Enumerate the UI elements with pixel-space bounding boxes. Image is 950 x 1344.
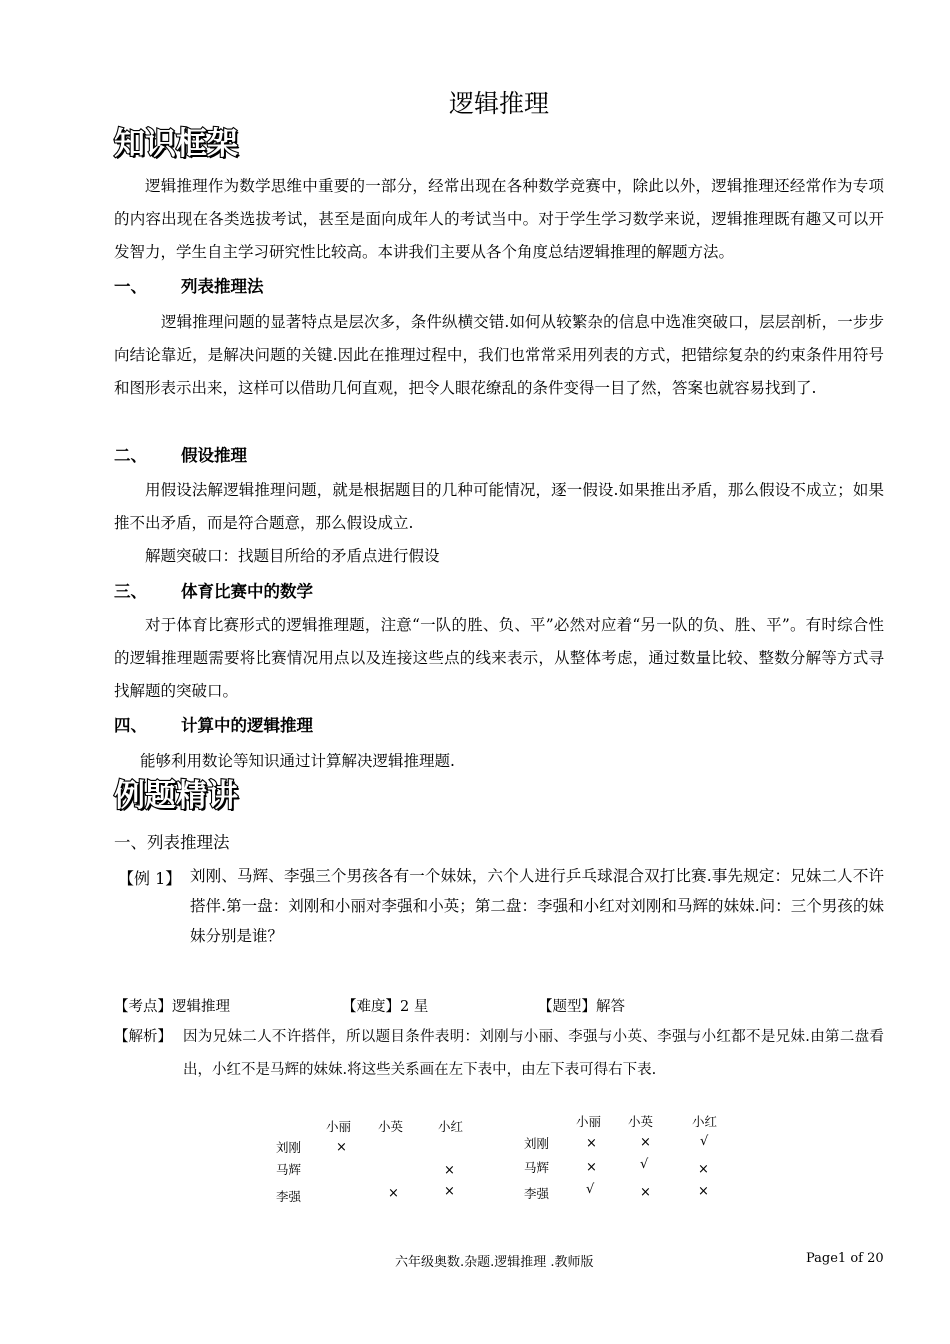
table-cell: √ — [700, 1134, 709, 1149]
table-cell: × — [388, 1186, 399, 1201]
heading-text: 体育比赛中的数学 — [181, 582, 313, 601]
table-row-header: 李强 — [276, 1189, 302, 1204]
analysis-text: 因为兄妹二人不许搭伴，所以题目条件表明：刘刚与小丽、李强与小英、李强与小红都不是兄妹.由第二盘看出，小红不是马辉的妹妹.将这些关系画在左下表中，由左下表可得右下表. — [183, 1029, 884, 1078]
breakthrough-line: 解题突破口：找题目所给的矛盾点进行假设 — [145, 547, 440, 565]
page-title: 逻辑推理 — [448, 89, 549, 118]
footer-page-number: Page1 of 20 — [806, 1251, 884, 1266]
table-cell: √ — [640, 1157, 649, 1172]
table-col-header: 小红 — [692, 1114, 718, 1129]
paragraph-assumption-reasoning: 用假设法解逻辑推理问题，就是根据题目的几种可能情况，逐一假设.如果推出矛盾，那么假设不成立；如果推不出矛盾，而是符合题意，那么假设成立. — [114, 481, 884, 532]
meta-kaodian: 【考点】逻辑推理 — [114, 999, 230, 1015]
section-heading-knowledge-framework: 知识框架 — [114, 126, 238, 162]
table-row-header: 李强 — [524, 1186, 550, 1201]
paragraph-list-reasoning: 逻辑推理问题的显著特点是层次多，条件纵横交错.如何从较繁杂的信息中选准突破口，层层剖析，一步步向结论靠近，是解决问题的关键.因此在推理过程中，我们也常常采用列表的方式，把错综复杂的约束条件用符号和图形表示出来，这样可以借助几何直观，把令人眼花缭乱的条件变得一目了然，答案也就容易找到了. — [114, 313, 884, 397]
heading-number: 三、 — [114, 582, 147, 601]
table-row-header: 刘刚 — [276, 1140, 302, 1155]
table-row-header: 马辉 — [524, 1160, 550, 1175]
footer-title: 六年级奥数.杂题.逻辑推理 .教师版 — [395, 1255, 594, 1270]
table-cell: × — [640, 1135, 651, 1150]
subheading-list-reasoning: 一、列表推理法 — [114, 833, 230, 852]
intro-paragraph: 逻辑推理作为数学思维中重要的一部分，经常出现在各种数学竞赛中，除此以外，逻辑推理还经常作为专项的内容出现在各类选拔考试，甚至是面向成年人的考试当中。对于学生学习数学来说，逻辑推理既有趣又可以开发智力，学生自主学习研究性比较高。本讲我们主要从各个角度总结逻辑推理的解题方法。 — [114, 177, 884, 261]
heading-number: 二、 — [114, 446, 147, 465]
section-heading-examples: 例题精讲 — [114, 778, 238, 814]
heading-text: 假设推理 — [181, 446, 247, 465]
table-cell: × — [698, 1184, 709, 1199]
paragraph-calculation-reasoning: 能够利用数论等知识通过计算解决逻辑推理题. — [140, 752, 455, 770]
table-cell: × — [586, 1136, 597, 1151]
table-col-header: 小丽 — [326, 1119, 352, 1134]
example-label: 【例 1】 — [118, 869, 182, 888]
table-row-header: 马辉 — [276, 1162, 302, 1177]
table-col-header: 小丽 — [576, 1114, 602, 1129]
table-cell: × — [336, 1140, 347, 1155]
meta-tixing: 【题型】解答 — [538, 999, 625, 1015]
heading-text: 计算中的逻辑推理 — [181, 716, 313, 735]
table-col-header: 小英 — [628, 1114, 654, 1129]
heading-text: 列表推理法 — [181, 277, 264, 296]
table-col-header: 小英 — [378, 1119, 404, 1134]
example-text: 刘刚、马辉、李强三个男孩各有一个妹妹，六个人进行乒乓球混合双打比赛.事先规定：兄妹二人不许搭伴.第一盘：刘刚和小丽对李强和小英；第二盘：李强和小红对刘刚和马辉的妹妹.问：三个男孩的妹妹分别是谁？ — [190, 867, 884, 945]
table-cell: × — [640, 1185, 651, 1200]
table-col-header: 小红 — [438, 1119, 464, 1134]
table-cell: × — [586, 1160, 597, 1175]
table-cell: × — [698, 1162, 709, 1177]
heading-number: 四、 — [114, 716, 147, 735]
meta-nandu: 【难度】2 星 — [342, 999, 429, 1015]
analysis-label: 【解析】 — [114, 1029, 172, 1045]
table-cell: × — [444, 1184, 455, 1199]
heading-number: 一、 — [114, 277, 147, 296]
table-cell: × — [444, 1163, 455, 1178]
table-row-header: 刘刚 — [524, 1136, 550, 1151]
paragraph-sports-math: 对于体育比赛形式的逻辑推理题，注意“一队的胜、负、平”必然对应着“另一队的负、胜、平”。有时综合性的逻辑推理题需要将比赛情况用点以及连接这些点的线来表示，从整体考虑，通过数量比较、整数分解等方式寻找解题的突破口。 — [114, 616, 884, 700]
table-cell: √ — [586, 1182, 595, 1197]
